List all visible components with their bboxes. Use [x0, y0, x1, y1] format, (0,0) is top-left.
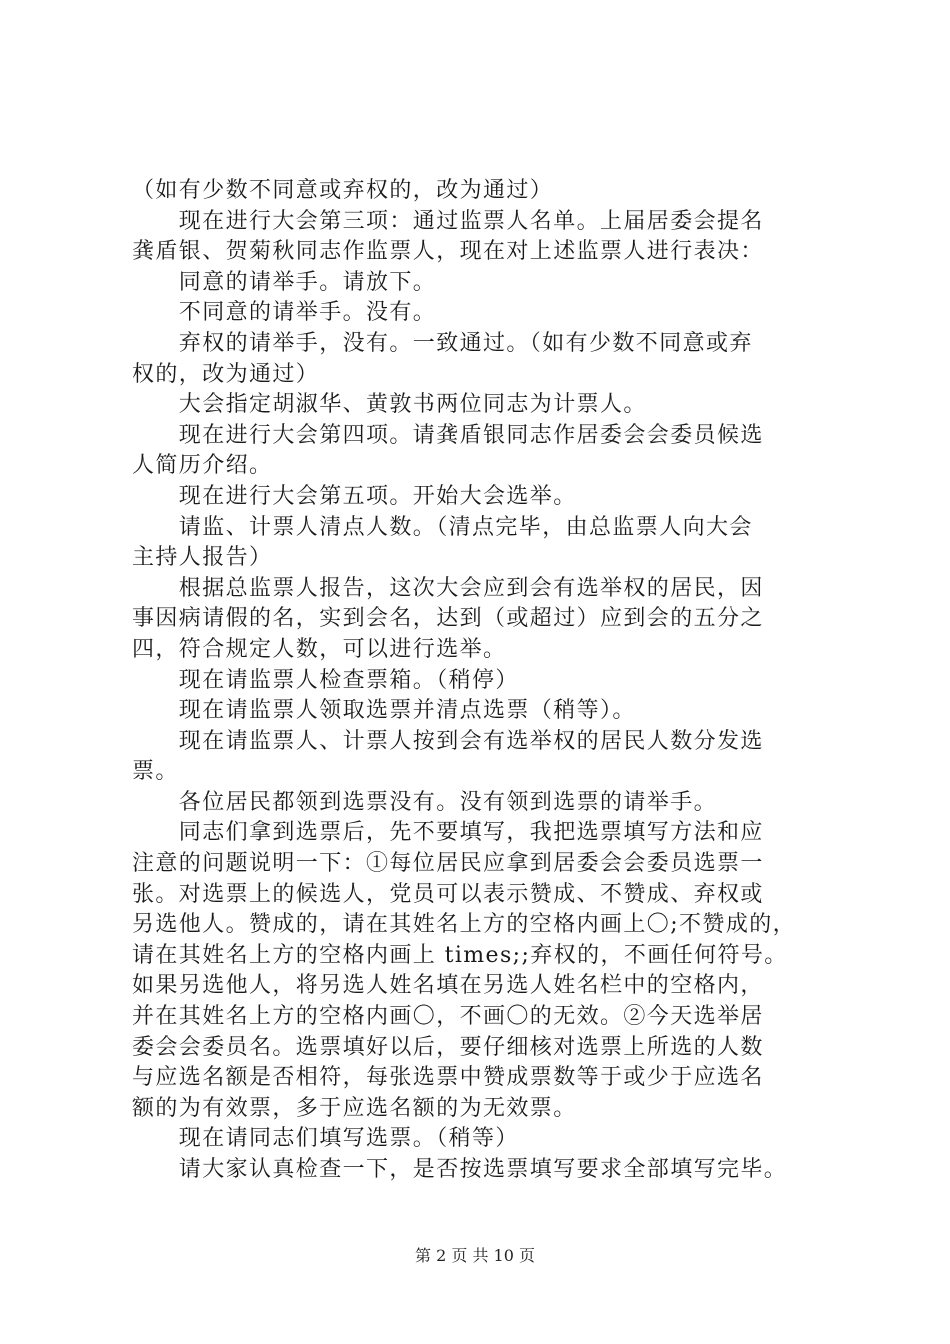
- text-line: 龚盾银、贺菊秋同志作监票人，现在对上述监票人进行表决：: [132, 239, 764, 265]
- text-line: 权的，改为通过）: [132, 361, 320, 387]
- text-line: 张。对选票上的候选人，党员可以表示赞成、不赞成、弃权或: [132, 881, 764, 907]
- text-line: 人简历介绍。: [132, 453, 273, 479]
- text-line: 各位居民都领到选票没有。没有领到选票的请举手。: [132, 789, 718, 815]
- page-number-footer: 第 2 页 共 10 页: [415, 1246, 535, 1265]
- text-line: 与应选名额是否相符，每张选票中赞成票数等于或少于应选名: [132, 1065, 764, 1091]
- text-line: 弃权的请举手，没有。一致通过。（如有少数不同意或弃: [132, 330, 753, 356]
- text-line: 同志们拿到选票后，先不要填写，我把选票填写方法和应: [132, 820, 764, 846]
- text-line: 委会会委员名。选票填好以后，要仔细核对选票上所选的人数: [132, 1034, 764, 1060]
- text-line: 主持人报告）: [132, 545, 273, 571]
- text-line: 现在进行大会第五项。开始大会选举。: [132, 483, 577, 509]
- text-line: 现在进行大会第三项：通过监票人名单。上届居委会提名: [132, 208, 764, 234]
- text-line: 票。: [132, 759, 179, 785]
- text-line: 现在请监票人、计票人按到会有选举权的居民人数分发选: [132, 728, 764, 754]
- text-line: 如果另选他人，将另选人姓名填在另选人姓名栏中的空格内，: [132, 973, 764, 999]
- text-line: 并在其姓名上方的空格内画〇，不画〇的无效。②今天选举居: [132, 1004, 764, 1030]
- text-line: 事因病请假的名，实到会名，达到（或超过）应到会的五分之: [132, 606, 764, 632]
- text-line: （如有少数不同意或弃权的，改为通过）: [132, 178, 554, 203]
- text-line: 四，符合规定人数，可以进行选举。: [132, 636, 507, 662]
- text-line: 同意的请举手。请放下。: [132, 269, 437, 295]
- text-line: 额的为有效票，多于应选名额的为无效票。: [132, 1095, 577, 1121]
- text-line: 现在进行大会第四项。请龚盾银同志作居委会会委员候选: [132, 422, 764, 448]
- text-line: 大会指定胡淑华、黄敦书两位同志为计票人。: [132, 392, 647, 418]
- text-line: 请监、计票人清点人数。（清点完毕，由总监票人向大会: [132, 514, 753, 540]
- text-line: 现在请监票人检查票箱。（稍停）: [132, 667, 519, 693]
- text-line: 注意的问题说明一下：①每位居民应拿到居委会会委员选票一: [132, 851, 764, 877]
- text-line: 现在请监票人领取选票并清点选票（稍等）。: [132, 698, 636, 724]
- text-line: 根据总监票人报告，这次大会应到会有选举权的居民，因: [132, 575, 764, 601]
- text-line: 另选他人。赞成的，请在其姓名上方的空格内画上〇;不赞成的，: [132, 912, 797, 938]
- text-line: 现在请同志们填写选票。（稍等）: [132, 1126, 519, 1152]
- document-body: [132, 176, 832, 1186]
- text-line: 不同意的请举手。没有。: [132, 300, 437, 326]
- text-line: 请大家认真检查一下，是否按选票填写要求全部填写完毕。: [132, 1157, 788, 1182]
- text-line: 请在其姓名上方的空格内画上 times;;弃权的，不画任何符号。: [132, 942, 788, 968]
